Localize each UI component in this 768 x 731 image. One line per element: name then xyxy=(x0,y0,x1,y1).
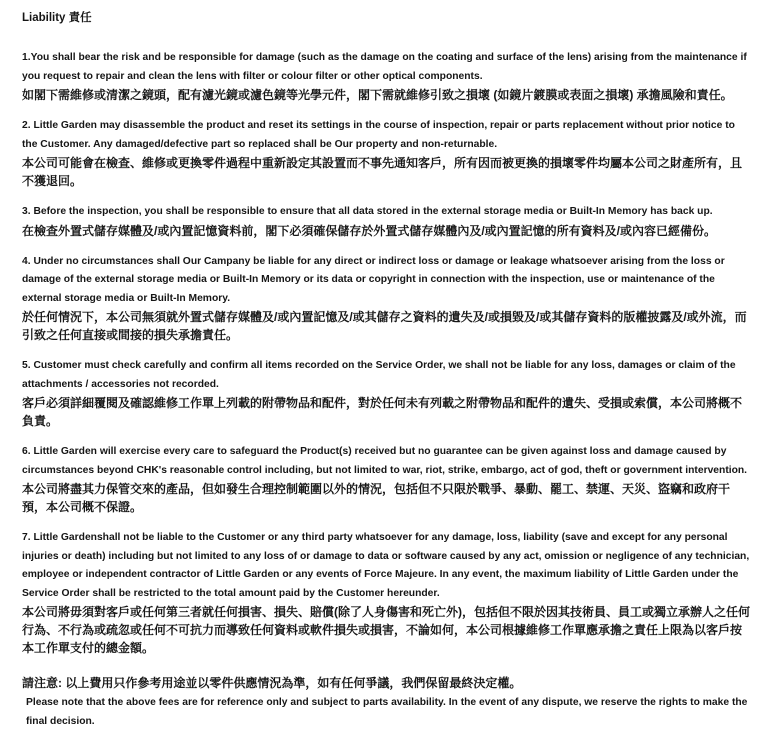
clause-5-chinese-text: 客戶必須詳細覆閱及確認維修工作單上列載的附帶物品和配件，對於任何未有列載之附帶物品和配件的遺失、受損或索償，本公司將概不負責。 xyxy=(22,396,743,428)
clause-1 xyxy=(22,49,750,104)
clause-6-english-text: 6. Little Garden will exercise every care to safeguard the Product(s) received but no guarantee can be given against loss and damage caused by circumstances beyond CHK's reasonable control including, but not limited to war, riot, strike, embargo, act of god, theft or government intervention. xyxy=(22,446,748,476)
footer-note-chinese-text: 請注意: 以上費用只作參考用途並以零件供應情況為準，如有任何爭議，我們保留最終決定權。 xyxy=(22,676,522,690)
clause-4 xyxy=(22,253,750,345)
clause-4-english-text: 4. Under no circumstances shall Our Campany be liable for any direct or indirect loss or damage or leakage whatsoever arising from the loss or damage of the external storage media or Built-In Memory or its data or copyright in connection with the inspection, use or maintenance of the external storage media or Built-In Memory. xyxy=(22,255,725,304)
clause-4-chinese-text: 於任何情況下，本公司無須就外置式儲存媒體及/或內置記憶及/或其儲存之資料的遺失及/或損毀及/或其儲存資料的版權披露及/或外流，而引致之任何直接或間接的損失承擔責任。 xyxy=(22,310,747,342)
clause-2 xyxy=(22,117,750,190)
footer-note xyxy=(22,674,750,731)
clause-3-chinese-text: 在檢查外置式儲存媒體及/或內置記憶資料前，閣下必須確保儲存於外置式儲存媒體內及/或內置記憶的所有資料及/或內容已經備份。 xyxy=(22,223,717,238)
clause-1-chinese-text: 如閣下需維修或清潔之鏡頭，配有濾光鏡或濾色鏡等光學元件，閣下需就維修引致之損壞 (如鏡片鍍膜或表面之損壞) 承擔風險和責任。 xyxy=(22,88,733,102)
clause-6-chinese-text: 本公司將盡其力保管交來的產品，但如發生合理控制範圍以外的情況，包括但不只限於戰爭、暴動、罷工、禁運、天災、盜竊和政府干預，本公司概不保證。 xyxy=(22,482,731,514)
footer-note-english-text: Please note that the above fees are for reference only and subject to parts availability. In the event of any dispute, we reserve the rights to make the final decision. xyxy=(26,697,748,727)
clause-7-english-text: 7. Little Gardenshall not be liable to the Customer or any third party whatsoever for any damage, loss, liability (save and except for any personal injuries or death) including but not limited to any loss of or damage to data or software caused by any act, omission or negligence of any technician, employee or independent contractor of Little Garden or any events of Force Majeure. In any event, the maximum liability of Little Garden under the Service Order shall be restricted to the total amount paid by the Customer hereunder. xyxy=(22,532,750,599)
clause-1-english-text: 1.You shall bear the risk and be responsible for damage (such as the damage on the coating and surface of the lens) arising from the maintenance if you request to repair and clean the lens with filter or colour filter or other optical components. xyxy=(22,52,747,82)
clause-6 xyxy=(22,443,750,516)
clause-7-chinese-text: 本公司將毋須對客戶或任何第三者就任何損害、損失、賠償(除了人身傷害和死亡外)，包括但不限於因其技術員、員工或獨立承辦人之任何行為、不行為或疏忽或任何不可抗力而導致任何資料或軟件損失或損害，不論如何，本公司根據維修工作單應承擔之責任上限為以客戶按本工作單支付的總金額。 xyxy=(22,605,750,655)
page-title: Liability 責任 xyxy=(22,12,92,24)
clause-2-english-text: 2. Little Garden may disassemble the product and reset its settings in the course of inspection, repair or parts replacement without prior notice to the Customer. Any damaged/defective part so replaced shall be Our property and non-returnable. xyxy=(22,120,735,150)
clause-3 xyxy=(22,203,750,240)
clause-5 xyxy=(22,357,750,430)
clause-7 xyxy=(22,529,750,657)
clause-5-english-text: 5. Customer must check carefully and confirm all items recorded on the Service Order, we shall not be liable for any loss, damages or claim of the attachments / accessories not recorded. xyxy=(22,360,736,390)
clause-3-english-text: 3. Before the inspection, you shall be responsible to ensure that all data stored in the external storage media or Built-In Memory has back up. xyxy=(22,206,713,217)
clause-2-chinese-text: 本公司可能會在檢查、維修或更換零件過程中重新設定其設置而不事先通知客戶，所有因而被更換的損壞零件均屬本公司之財產所有，且不獲退回。 xyxy=(22,156,743,188)
